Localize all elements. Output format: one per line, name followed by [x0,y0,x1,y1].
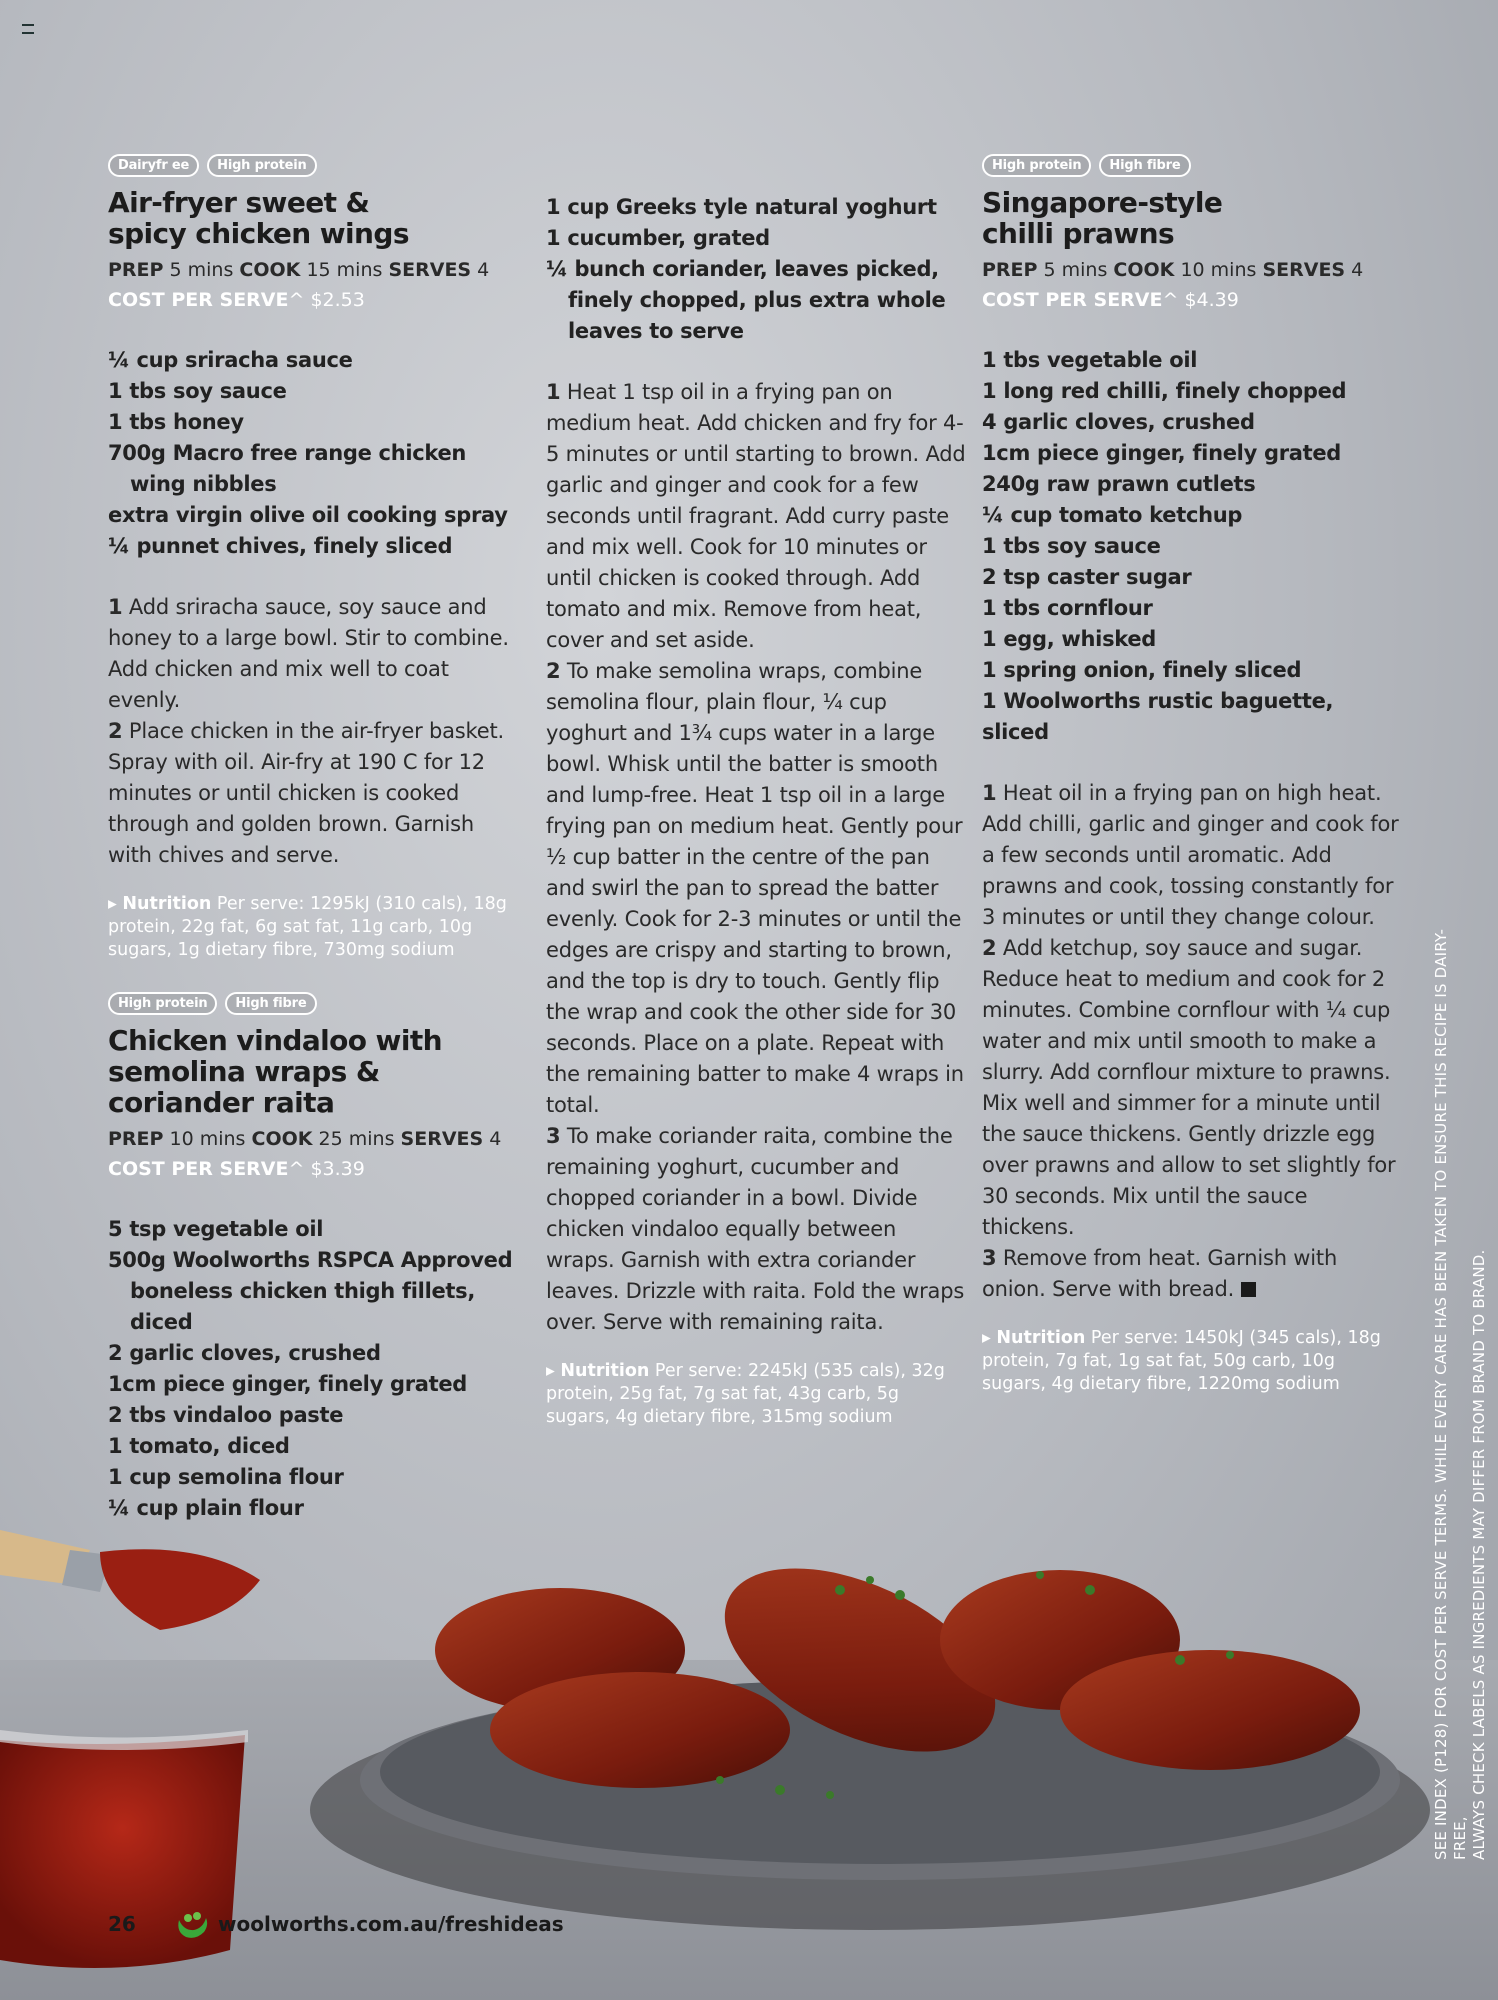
site-link[interactable]: woolworths.com.au/freshideas [218,1912,564,1936]
recipe2-cost [108,1154,518,1184]
ingredient: 1 tbs vegetable oil [982,348,1198,372]
cook-label: COOK [251,1128,313,1150]
column-3 [982,150,1402,1396]
woolworths-logo-icon [176,1910,210,1940]
recipe2-title [108,1025,518,1118]
tag-high-fibre: High fibre [1099,154,1190,177]
serves-value: 4 [477,259,490,281]
ingredient: 700g Macro free range chicken [108,441,467,465]
method-step [546,1121,966,1338]
recipe3-ingredients [982,345,1402,748]
ingredient: 1 tomato, diced [108,1434,290,1458]
recipe1-nutrition: ▸ Nutrition Per serve: 1295kJ (310 cals), 18g protein, 22g fat, 6g sat fat, 11g carb, 10g sugars, 1g dietary fibre, 730mg sodium [108,894,507,960]
cost-label: COST PER SERVE [108,1158,289,1180]
step-text: Add ketchup, soy sauce and sugar. Reduce heat to medium and cook for 2 minutes. Combine cornflour with ¼ cup water and mix until smooth to make a slurry. Add cornflour mixture to prawns. Mix well and simmer for a minute until the sauce thickens. Gently drizzle egg over prawns and allow to set slightly for 30 seconds. Mix until the sauce thickens. [982,936,1396,1239]
ingredient: 1cm piece ginger, finely grated [982,441,1342,465]
serves-label: SERVES [400,1128,484,1150]
step-text: Heat 1 tsp oil in a frying pan on medium heat. Add chicken and fry for 4-5 minutes or until starting to brown. Add garlic and ginger and cook for a few seconds until fragrant. Add curry paste and mix well. Cook for 10 minutes or until chicken is cooked through. Add tomato and mix. Remove from heat, cover and set aside. [546,380,966,652]
cook-label: COOK [239,259,301,281]
recipe3-method [982,778,1402,1305]
nutrition-text: Per serve: 2245kJ (535 cals), 32g protein, 25g fat, 7g sat fat, 43g carb, 5g sugars, 4g dietary fibre, 315mg sodium [546,1361,945,1427]
recipe2-ingredients-cont [546,192,966,347]
step-text: Heat oil in a frying pan on high heat. Add chilli, garlic and ginger and cook for a few seconds until aromatic. Add prawns and cook, tossing constantly for 3 minutes or until they change colour. [982,781,1399,929]
step-text: Add sriracha sauce, soy sauce and honey to a large bowl. Stir to combine. Add chicken and mix well to coat evenly. [108,595,509,712]
cost-value: ^ $3.39 [288,1158,365,1180]
prep-label: PREP [982,259,1038,281]
recipe3-title-line2: chilli prawns [982,217,1175,250]
end-square-icon [1241,1282,1256,1297]
ingredient: 1 egg, whisked [982,627,1157,651]
ingredient: 5 tsp vegetable oil [108,1217,324,1241]
cook-value: 25 mins [318,1128,395,1150]
recipe3-title-line1: Singapore-style [982,186,1223,219]
step-text: To make semolina wraps, combine semolina flour, plain flour, ¼ cup yoghurt and 1¾ cups water in a large bowl. Whisk until the batter is smooth and lump-free. Heat 1 tsp oil in a large frying pan on medium heat. Gently pour ½ cup batter in the centre of the pan and swirl the pan to spread the batter evenly. Cook for 2-3 minutes or until the edges are crispy and starting to brown, and the top is dry to touch. Gently flip the wrap and cook the other side for 30 seconds. Place on a plate. Repeat with the remaining batter to make 4 wraps in total. [546,659,964,1117]
ingredient: ¼ cup plain flour [108,1496,304,1520]
side-disclaimer-line1: SEE INDEX (P128) FOR COST PER SERVE TERMS. WHILE EVERY CARE HAS BEEN TAKEN TO ENSURE THIS RECIPE IS DAIRY-FREE, [1432,928,1469,1860]
cost-label: COST PER SERVE [108,289,289,311]
column-1 [108,150,518,1554]
ingredient: ¼ cup tomato ketchup [982,503,1243,527]
side-disclaimer [1432,900,1489,1860]
step-number: 3 [546,1124,561,1148]
ingredient: 1 tbs cornflour [982,596,1153,620]
recipe2-nutrition: ▸ Nutrition Per serve: 2245kJ (535 cals), 32g protein, 25g fat, 7g sat fat, 43g carb, 5g sugars, 4g dietary fibre, 315mg sodium [546,1361,945,1427]
method-step [546,656,966,1121]
cook-label: COOK [1113,259,1175,281]
nutrition-label: Nutrition [996,1328,1086,1348]
method-step [982,778,1402,933]
recipe1-tags [108,154,518,177]
recipe2-title-line3: coriander raita [108,1086,335,1119]
recipe3-meta [982,255,1402,285]
ingredient: wing nibbles [130,472,277,496]
ingredient: leaves to serve [568,319,744,343]
method-step [108,592,518,716]
page-number: 26 [108,1912,136,1936]
serves-value: 4 [489,1128,502,1150]
prep-label: PREP [108,1128,164,1150]
step-number: 1 [546,380,561,404]
ingredient: finely chopped, plus extra whole [568,288,946,312]
recipe2-title-line2: semolina wraps & [108,1055,380,1088]
serves-label: SERVES [388,259,472,281]
step-number: 1 [982,781,997,805]
ingredient: 2 tbs vindaloo paste [108,1403,344,1427]
step-text: Place chicken in the air-fryer basket. Spray with oil. Air-fry at 190 C for 12 minutes or until chicken is cooked through and golden brown. Garnish with chives and serve. [108,719,504,867]
step-number: 1 [108,595,123,619]
ingredient: ¼ cup sriracha sauce [108,348,353,372]
cook-value: 15 mins [306,259,383,281]
recipe1-meta [108,255,518,285]
recipe1-ingredients [108,345,518,562]
ingredient: 2 garlic cloves, crushed [108,1341,381,1365]
recipe3-cost [982,285,1402,315]
ingredient: 1 Woolworths rustic baguette, sliced [982,689,1334,744]
recipe1-title-line2: spicy chicken wings [108,217,409,250]
ingredient: 1 tbs soy sauce [982,534,1161,558]
side-disclaimer-line2: ALWAYS CHECK LABELS AS INGREDIENTS MAY DIFFER FROM BRAND TO BRAND. [1470,1249,1488,1860]
ingredient: 1cm piece ginger, finely grated [108,1372,468,1396]
cost-value: ^ $2.53 [288,289,365,311]
cook-value: 10 mins [1180,259,1257,281]
recipe1-cost [108,285,518,315]
step-number: 2 [546,659,561,683]
method-step [546,377,966,656]
column-2 [546,150,966,1429]
recipe3-title [982,187,1402,249]
ingredient: 1 tbs soy sauce [108,379,287,403]
tag-high-protein: High protein [982,154,1091,177]
prep-label: PREP [108,259,164,281]
recipe1-title [108,187,518,249]
ingredient: 1 spring onion, finely sliced [982,658,1302,682]
nutrition-text: Per serve: 1295kJ (310 cals), 18g protein, 22g fat, 6g sat fat, 11g carb, 10g sugars, 1g dietary fibre, 730mg sodium [108,894,507,960]
nutrition-text: Per serve: 1450kJ (345 cals), 18g protein, 7g fat, 1g sat fat, 50g carb, 10g sugars, 4g dietary fibre, 1220mg sodium [982,1328,1381,1394]
serves-label: SERVES [1262,259,1346,281]
ingredient: extra virgin olive oil cooking spray [108,503,508,527]
step-text: Remove from heat. Garnish with onion. Serve with bread. [982,1246,1338,1301]
recipe1-title-line1: Air-fryer sweet & [108,186,370,219]
recipe2-tags [108,992,518,1015]
ingredient: 240g raw prawn cutlets [982,472,1256,496]
recipe2-method [546,377,966,1338]
ingredient: ¼ bunch coriander, leaves picked, [546,257,939,281]
recipe2-meta [108,1124,518,1154]
recipe2-title-line1: Chicken vindaloo with [108,1024,442,1057]
cost-value: ^ $4.39 [1162,289,1239,311]
tag-high-protein: High protein [108,992,217,1015]
ingredient: 1 cucumber, grated [546,226,770,250]
ingredient: 500g Woolworths RSPCA Approved [108,1248,513,1272]
ingredient: ¼ punnet chives, finely sliced [108,534,453,558]
method-step [108,716,518,871]
ingredient: 4 garlic cloves, crushed [982,410,1255,434]
ingredient: 2 tsp caster sugar [982,565,1192,589]
ingredient: 1 tbs honey [108,410,244,434]
flag-icon [22,24,34,34]
method-step [982,1243,1402,1305]
recipe3-nutrition: ▸ Nutrition Per serve: 1450kJ (345 cals), 18g protein, 7g fat, 1g sat fat, 50g carb, 10g sugars, 4g dietary fibre, 1220mg sodium [982,1328,1381,1394]
ingredient: boneless chicken thigh fillets, diced [130,1279,476,1334]
ingredient: 1 cup semolina flour [108,1465,344,1489]
step-number: 3 [982,1246,997,1270]
tag-high-fibre: High fibre [225,992,316,1015]
nutrition-label: Nutrition [560,1361,650,1381]
recipe3-tags [982,154,1402,177]
recipe2-header [108,992,518,1524]
step-number: 2 [982,936,997,960]
method-step [982,933,1402,1243]
tag-high-protein: High protein [207,154,316,177]
nutrition-label: Nutrition [122,894,212,914]
prep-value: 10 mins [169,1128,246,1150]
cost-label: COST PER SERVE [982,289,1163,311]
recipe1-method [108,592,518,871]
tag-dairy-free: Dairyfr ee [108,154,199,177]
ingredient: 1 cup Greeks tyle natural yoghurt [546,195,937,219]
step-number: 2 [108,719,123,743]
step-text: To make coriander raita, combine the remaining yoghurt, cucumber and chopped coriander in a bowl. Divide chicken vindaloo equally between wraps. Garnish with extra coriander leaves. Drizzle with raita. Fold the wraps over. Serve with remaining raita. [546,1124,965,1334]
prep-value: 5 mins [1043,259,1108,281]
ingredient: 1 long red chilli, finely chopped [982,379,1347,403]
serves-value: 4 [1351,259,1364,281]
recipe2-ingredients [108,1214,518,1524]
prep-value: 5 mins [169,259,234,281]
